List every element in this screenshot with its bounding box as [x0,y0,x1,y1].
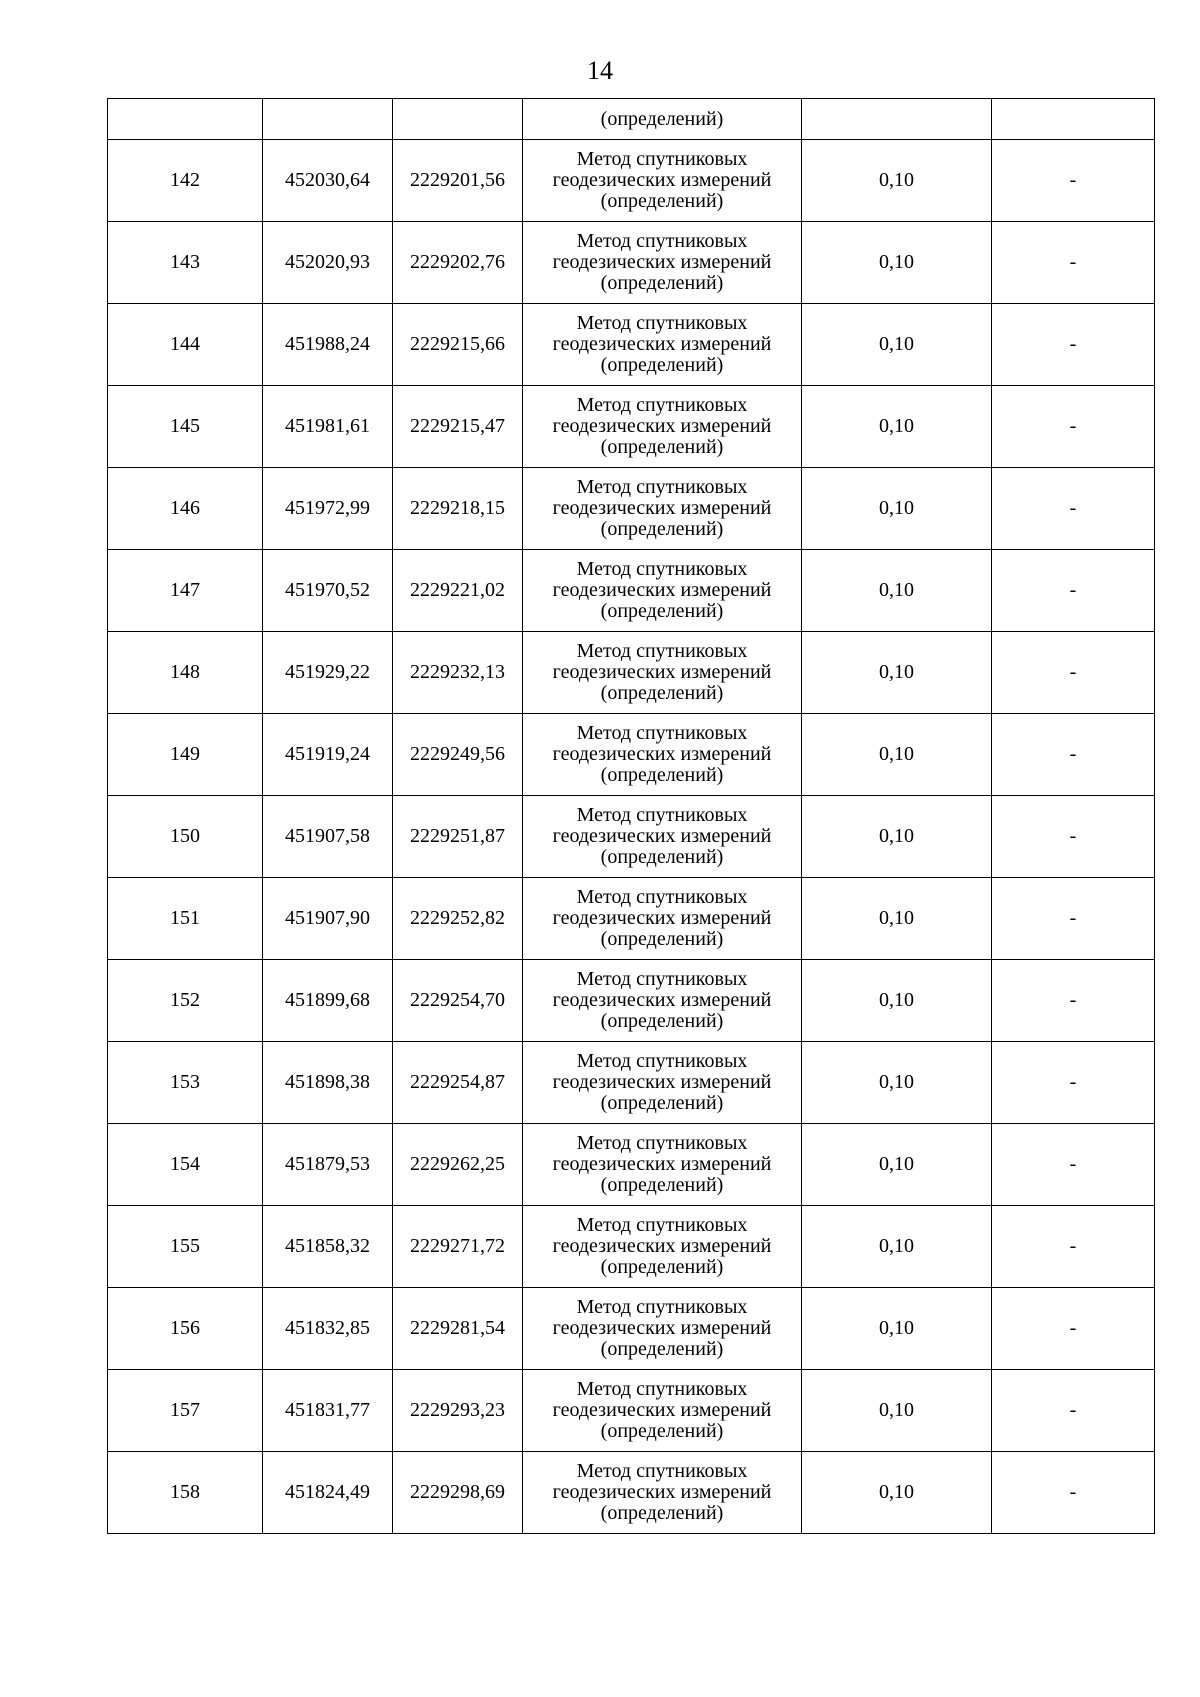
cell-y: 2229271,72 [393,1206,523,1288]
cell-method: (определений) [523,99,802,140]
page-number: 14 [587,56,613,85]
cell-point-number: 143 [108,222,263,304]
cell-method [523,1206,802,1288]
table-row [108,304,1155,386]
cell-x: 451899,68 [263,960,393,1042]
method-line: Метод спутниковых [576,1050,748,1072]
cell-accuracy: 0,10 [802,632,992,714]
table-row [108,632,1155,714]
continuation-row [108,99,1155,140]
cell-y: 2229252,82 [393,878,523,960]
method-line: Метод спутниковых [576,640,748,662]
method-line: (определений) [600,1338,724,1360]
cell-accuracy: 0,10 [802,1370,992,1452]
method-line: (определений) [600,1420,724,1442]
table-body [108,99,1155,1534]
table-row [108,140,1155,222]
cell-x: 451824,49 [263,1452,393,1534]
cell-point-number: 152 [108,960,263,1042]
cell-note: - [992,222,1155,304]
cell-y: 2229232,13 [393,632,523,714]
cell-y: 2229201,56 [393,140,523,222]
table-row [108,1042,1155,1124]
cell-y: 2229215,66 [393,304,523,386]
cell-x: 451988,24 [263,304,393,386]
method-line: (определений) [600,1256,724,1278]
cell-point-number: 148 [108,632,263,714]
cell-point-number [108,99,263,140]
method-line: Метод спутниковых [576,394,748,416]
cell-accuracy [802,99,992,140]
table-row [108,550,1155,632]
cell-x: 451898,38 [263,1042,393,1124]
cell-method [523,1124,802,1206]
cell-y: 2229249,56 [393,714,523,796]
method-line: геодезических измерений [552,989,772,1011]
cell-point-number: 151 [108,878,263,960]
method-line: геодезических измерений [552,661,772,683]
cell-method [523,468,802,550]
cell-note: - [992,1124,1155,1206]
cell-x: 452030,64 [263,140,393,222]
cell-method [523,1288,802,1370]
method-line: (определений) [600,1092,724,1114]
cell-note [992,99,1155,140]
cell-x: 451929,22 [263,632,393,714]
cell-accuracy: 0,10 [802,304,992,386]
method-line: геодезических измерений [552,1235,772,1257]
cell-y: 2229202,76 [393,222,523,304]
cell-note: - [992,1042,1155,1124]
cell-y: 2229251,87 [393,796,523,878]
method-line: геодезических измерений [552,497,772,519]
method-line: (определений) [600,1502,724,1524]
table-row [108,1370,1155,1452]
cell-accuracy: 0,10 [802,796,992,878]
cell-point-number: 158 [108,1452,263,1534]
method-line: Метод спутниковых [576,230,748,252]
table-row [108,960,1155,1042]
cell-accuracy: 0,10 [802,714,992,796]
cell-note: - [992,386,1155,468]
cell-x: 451970,52 [263,550,393,632]
cell-method [523,632,802,714]
cell-method [523,960,802,1042]
cell-accuracy: 0,10 [802,468,992,550]
cell-note: - [992,1370,1155,1452]
table-row [108,1452,1155,1534]
method-line: геодезических измерений [552,1399,772,1421]
cell-y: 2229215,47 [393,386,523,468]
cell-x: 451832,85 [263,1288,393,1370]
method-line: геодезических измерений [552,1317,772,1339]
cell-accuracy: 0,10 [802,1288,992,1370]
cell-point-number: 156 [108,1288,263,1370]
method-line: Метод спутниковых [576,312,748,334]
method-line: геодезических измерений [552,743,772,765]
cell-note: - [992,714,1155,796]
cell-y: 2229281,54 [393,1288,523,1370]
method-line: (определений) [600,682,724,704]
cell-method [523,878,802,960]
cell-note: - [992,960,1155,1042]
cell-method [523,1042,802,1124]
cell-accuracy: 0,10 [802,1124,992,1206]
table-row [108,714,1155,796]
method-line: Метод спутниковых [576,476,748,498]
cell-note: - [992,468,1155,550]
cell-method [523,796,802,878]
method-line: геодезических измерений [552,579,772,601]
cell-method [523,1370,802,1452]
cell-y: 2229254,70 [393,960,523,1042]
method-line: (определений) [600,1010,724,1032]
cell-x: 451972,99 [263,468,393,550]
cell-note: - [992,878,1155,960]
method-line: (определений) [600,1174,724,1196]
cell-x: 451981,61 [263,386,393,468]
method-line: геодезических измерений [552,415,772,437]
method-line: (определений) [600,436,724,458]
cell-note: - [992,632,1155,714]
method-line: геодезических измерений [552,333,772,355]
table-row [108,878,1155,960]
cell-method [523,304,802,386]
cell-accuracy: 0,10 [802,386,992,468]
cell-point-number: 157 [108,1370,263,1452]
method-line: (определений) [600,600,724,622]
method-line: (определений) [600,764,724,786]
cell-method [523,714,802,796]
cell-method [523,222,802,304]
cell-y: 2229254,87 [393,1042,523,1124]
method-line: геодезических измерений [552,907,772,929]
cell-y: 2229293,23 [393,1370,523,1452]
cell-point-number: 149 [108,714,263,796]
cell-point-number: 147 [108,550,263,632]
cell-accuracy: 0,10 [802,550,992,632]
cell-accuracy: 0,10 [802,960,992,1042]
method-line: Метод спутниковых [576,1296,748,1318]
method-line: геодезических измерений [552,169,772,191]
cell-method [523,550,802,632]
cell-note: - [992,1206,1155,1288]
method-line: (определений) [600,518,724,540]
cell-y [393,99,523,140]
method-line: геодезических измерений [552,1481,772,1503]
cell-accuracy: 0,10 [802,878,992,960]
cell-note: - [992,550,1155,632]
method-line: (определений) [600,846,724,868]
table-row [108,1288,1155,1370]
method-line: геодезических измерений [552,1153,772,1175]
table-row [108,468,1155,550]
method-line: Метод спутниковых [576,1214,748,1236]
table-row [108,1206,1155,1288]
cell-accuracy: 0,10 [802,222,992,304]
cell-note: - [992,1452,1155,1534]
method-line: (определений) [600,190,724,212]
method-line: Метод спутниковых [576,558,748,580]
cell-point-number: 153 [108,1042,263,1124]
table-row [108,386,1155,468]
method-line: Метод спутниковых [576,1378,748,1400]
table-row [108,796,1155,878]
cell-x: 451831,77 [263,1370,393,1452]
cell-point-number: 150 [108,796,263,878]
cell-method [523,1452,802,1534]
method-line: Метод спутниковых [576,886,748,908]
table-row [108,222,1155,304]
method-line: (определений) [600,354,724,376]
cell-point-number: 145 [108,386,263,468]
method-line: Метод спутниковых [576,804,748,826]
cell-x: 452020,93 [263,222,393,304]
cell-point-number: 142 [108,140,263,222]
cell-accuracy: 0,10 [802,1042,992,1124]
cell-method [523,140,802,222]
method-line: (определений) [600,272,724,294]
cell-accuracy: 0,10 [802,1452,992,1534]
method-line: Метод спутниковых [576,148,748,170]
method-line: Метод спутниковых [576,722,748,744]
cell-point-number: 146 [108,468,263,550]
cell-y: 2229218,15 [393,468,523,550]
method-line: Метод спутниковых [576,1460,748,1482]
cell-x: 451907,90 [263,878,393,960]
cell-y: 2229262,25 [393,1124,523,1206]
cell-point-number: 154 [108,1124,263,1206]
cell-accuracy: 0,10 [802,140,992,222]
cell-y: 2229221,02 [393,550,523,632]
cell-note: - [992,140,1155,222]
cell-x: 451858,32 [263,1206,393,1288]
cell-note: - [992,1288,1155,1370]
cell-x [263,99,393,140]
coordinates-table [107,98,1155,1534]
cell-note: - [992,796,1155,878]
cell-point-number: 144 [108,304,263,386]
method-line: геодезических измерений [552,1071,772,1093]
cell-method [523,386,802,468]
cell-y: 2229298,69 [393,1452,523,1534]
cell-x: 451879,53 [263,1124,393,1206]
cell-accuracy: 0,10 [802,1206,992,1288]
cell-x: 451919,24 [263,714,393,796]
cell-note: - [992,304,1155,386]
table-row [108,1124,1155,1206]
cell-point-number: 155 [108,1206,263,1288]
method-line: геодезических измерений [552,251,772,273]
method-line: Метод спутниковых [576,968,748,990]
method-line: Метод спутниковых [576,1132,748,1154]
cell-x: 451907,58 [263,796,393,878]
method-line: геодезических измерений [552,825,772,847]
method-line: (определений) [600,928,724,950]
